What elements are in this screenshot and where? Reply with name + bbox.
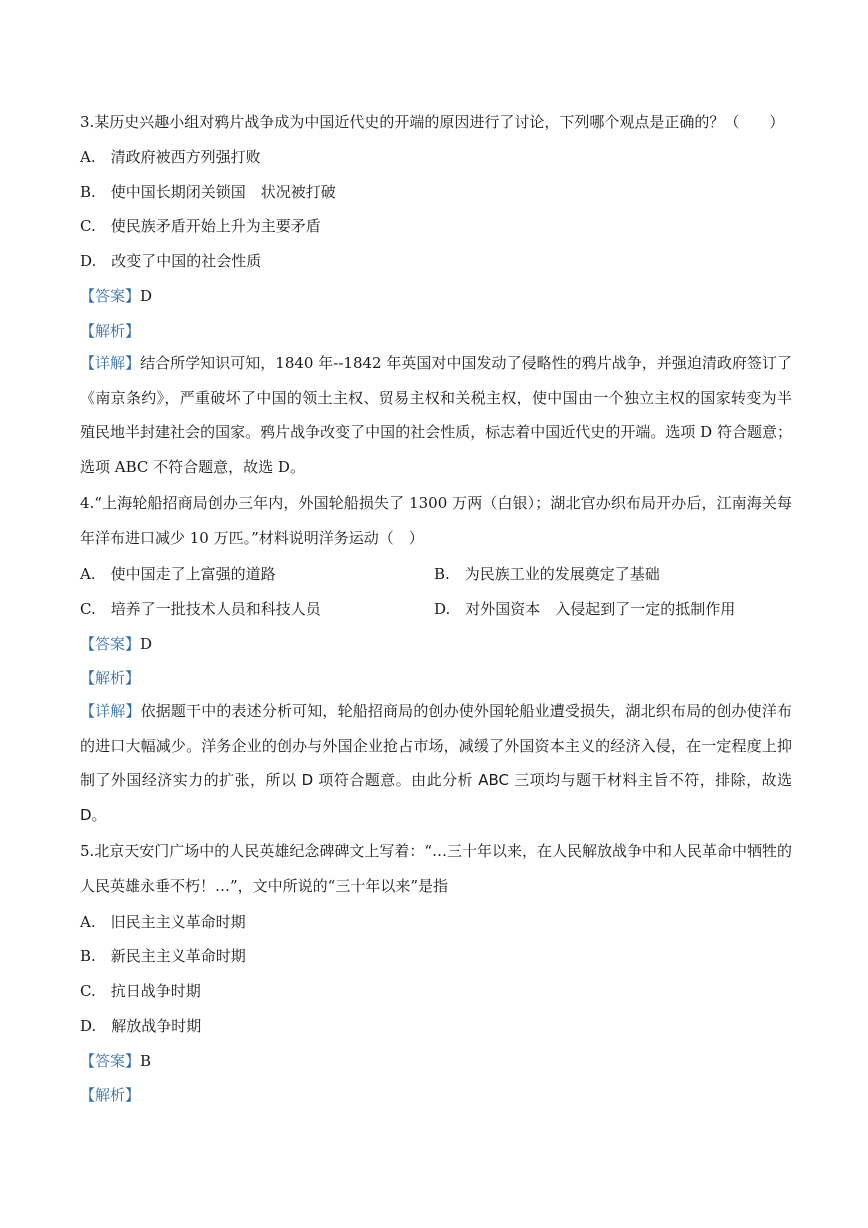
q4-option-d: D. 对外国资本 入侵起到了一定的抵制作用 — [434, 600, 736, 618]
q5-stem: 5.北京天安门广场中的人民英雄纪念碑碑文上写着：“…三十年以来，在人民解放战争中和人民革命中牺牲的人民英雄永垂不朽！…”，文中所说的“三十年以来”是指 — [80, 842, 792, 895]
q4-stem: 4.“上海轮船招商局创办三年内，外国轮船损失了 1300 万两（白银）；湖北官办织布局开办后，江南海关每年洋布进口减少 10 万匹。”材料说明洋务运动（ ） — [80, 494, 792, 547]
q4-option-a: A. 使中国走了上富强的道路 — [80, 565, 276, 583]
q3-answer — [80, 286, 152, 306]
q4-option-b: B. 为民族工业的发展奠定了基础 — [434, 565, 660, 583]
q4-detail — [80, 694, 792, 832]
q5-answer — [80, 1051, 151, 1071]
q5-option-c: C. 抗日战争时期 — [80, 982, 201, 1000]
q3-option-a: A. 清政府被西方列强打败 — [80, 148, 261, 166]
q3-option-b: B. 使中国长期闭关锁国 状况被打破 — [80, 183, 336, 201]
q3-analysis-tag: 【解析】 — [80, 322, 141, 340]
q5-answer-tag: 【答案】 — [80, 1052, 141, 1070]
q5-analysis-tag: 【解析】 — [80, 1086, 141, 1104]
q3-answer-value: D — [140, 287, 153, 305]
q4-detail-tag: 【详解】 — [80, 702, 141, 720]
q5-option-d: D. 解放战争时期 — [80, 1017, 202, 1035]
q4-analysis-tag: 【解析】 — [80, 669, 141, 687]
q3-detail-text: 结合所学知识可知，1840 年--1842 年英国对中国发动了侵略性的鸦片战争，并强迫清政府签订了《南京条约》，严重破坏了中国的领土主权、贸易主权和关税主权，使中国由一个独立主权的国家转变为半殖民地半封建社会的国家。鸦片战争改变了中国的社会性质，标志着中国近代史的开端。选项 D 符合题意；选项 ABC 不符合题意，故选 D。 — [80, 354, 792, 476]
q4-answer-value: D — [140, 635, 153, 653]
q3-stem: 3.某历史兴趣小组对鸦片战争成为中国近代史的开端的原因进行了讨论，下列哪个观点是正确的？（ ） — [80, 113, 785, 131]
q5-option-a: A. 旧民主主义革命时期 — [80, 913, 246, 931]
q3-answer-tag: 【答案】 — [80, 287, 141, 305]
q3-detail-tag: 【详解】 — [80, 354, 141, 372]
q4-answer-tag: 【答案】 — [80, 635, 141, 653]
q4-option-c: C. 培养了一批技术人员和科技人员 — [80, 600, 321, 618]
q5-option-b: B. 新民主主义革命时期 — [80, 947, 246, 965]
q3-option-d: D. 改变了中国的社会性质 — [80, 252, 262, 270]
q5-answer-value: B — [140, 1052, 152, 1070]
q4-detail-text: 依据题干中的表述分析可知，轮船招商局的创办使外国轮船业遭受损失，湖北织布局的创办使洋布的进口大幅减少。洋务企业的创办与外国企业抢占市场，减缓了外国资本主义的经济入侵，在一定程度上抑制了外国经济实力的扩张，所以 D 项符合题意。由此分析 ABC 三项均与题干材料主旨不符，排除，故选 D。 — [80, 702, 792, 824]
q4-answer — [80, 634, 152, 654]
q3-option-c: C. 使民族矛盾开始上升为主要矛盾 — [80, 217, 321, 235]
q3-detail — [80, 346, 792, 484]
